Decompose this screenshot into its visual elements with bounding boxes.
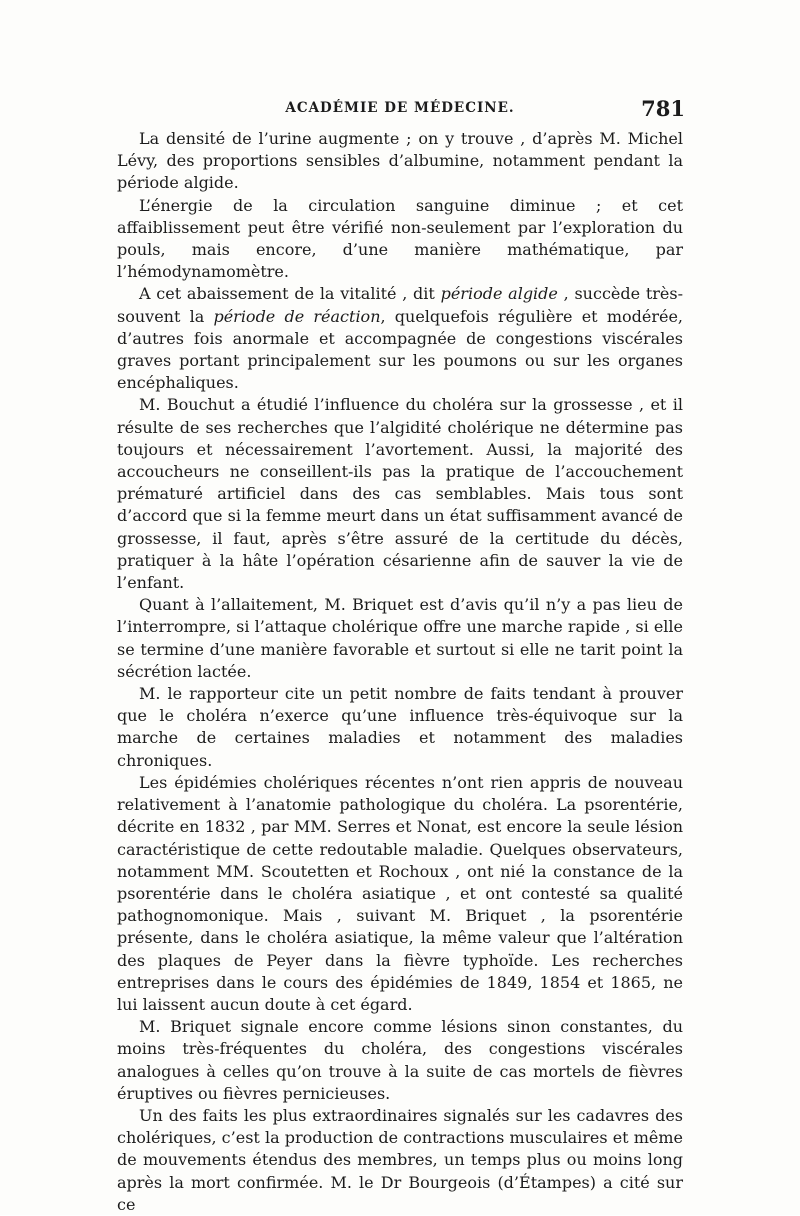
paragraph-reaction-part-2: , succède très-souvent la [117, 284, 683, 326]
paragraph-congestions: M. Briquet signale encore comme lésions sinon constantes, du moins très-fréquentes du choléra, des congestions viscérales analogues à celles qu’on trouve à la suite de cas mortels de fièvres éruptives ou fièvres pernicieuses. [117, 1017, 683, 1103]
page-body [117, 128, 683, 1216]
running-head: ACADÉMIE DE MÉDECINE. [285, 100, 515, 116]
paragraph-reaction-part-1: A cet abaissement de la vitalité , dit [139, 284, 441, 304]
paragraph-contractions: Un des faits les plus extraordinaires signalés sur les cadavres des cholériques, c’est la production de contractions musculaires et même de mouvements étendus des membres, un temps plus ou moins long après la mort confirmée. M. le Dr Bourgeois (d’Étampes) a cité sur ce [117, 1105, 683, 1214]
paragraph-maladies-chroniques: M. le rapporteur cite un petit nombre de faits tendant à prouver que le choléra n’exerce qu’une influence très-équivoque sur la marche de certaines maladies et notamment des maladies chroniques. [117, 684, 683, 770]
paragraph-urine: La densité de l’urine augmente ; on y trouve , d’après M. Michel Lévy, des proportions sensibles d’albumine, notamment pendant la période algide. [117, 129, 683, 193]
paragraph-allaitement: Quant à l’allaitement, M. Briquet est d’avis qu’il n’y a pas lieu de l’interrompre, si l’attaque cholérique offre une marche rapide , si elle se termine d’une manière favorable et surtout si elle ne tarit point la sécrétion lactée. [117, 595, 683, 681]
term-periode-algide: période algide [440, 284, 558, 304]
paragraph-grossesse: M. Bouchut a étudié l’influence du choléra sur la grossesse , et il résulte de ses recherches que l’algidité cholérique ne détermine pas toujours et nécessairement l’avortement. Aussi, la majorité des accoucheurs ne conseillent-ils pas la pratique de l’accouchement prématuré artificiel dans des cas semblables. Mais tous sont d’accord que si la femme meurt dans un état suffisamment avancé de grossesse, il faut, après s’être assuré de la certitude du décès, pratiquer à la hâte l’opération césarienne afin de sauver la vie de l’enfant. [117, 395, 683, 593]
term-periode-de-reaction: période de réaction [213, 306, 381, 326]
paragraph-reaction [117, 283, 683, 394]
paragraph-psorenterie: Les épidémies cholériques récentes n’ont rien appris de nouveau relativement à l’anatomie pathologique du choléra. La psorentérie, décrite en 1832 , par MM. Serres et Nonat, est encore la seule lésion caractéristique de cette redoutable maladie. Quelques observateurs, notamment MM. Scoutetten et Rochoux , ont nié la constance de la psorentérie dans le choléra asiatique , et ont contesté sa qualité pathognomonique. Mais , suivant M. Briquet , la psorentérie présente, dans le choléra asiatique, la même valeur que l’altération des plaques de Peyer dans la fièvre typhoïde. Les recherches entreprises dans le cours des épidémies de 1849, 1854 et 1865, ne lui laissent aucun doute à cet égard. [117, 772, 683, 1014]
paragraph-reaction-part-3: , quelquefois régulière et modérée, d’autres fois anormale et accompagnée de congestions viscérales graves portant principalement sur les poumons ou sur les organes encéphaliques. [117, 306, 683, 393]
paragraph-circulation: L’énergie de la circulation sanguine diminue ; et cet affaiblissement peut être vérifié non-seulement par l’exploration du pouls, mais encore, d’une manière mathématique, par l’hémodynamomètre. [117, 195, 683, 282]
page-header [115, 96, 685, 124]
page-number: 781 [641, 96, 685, 121]
